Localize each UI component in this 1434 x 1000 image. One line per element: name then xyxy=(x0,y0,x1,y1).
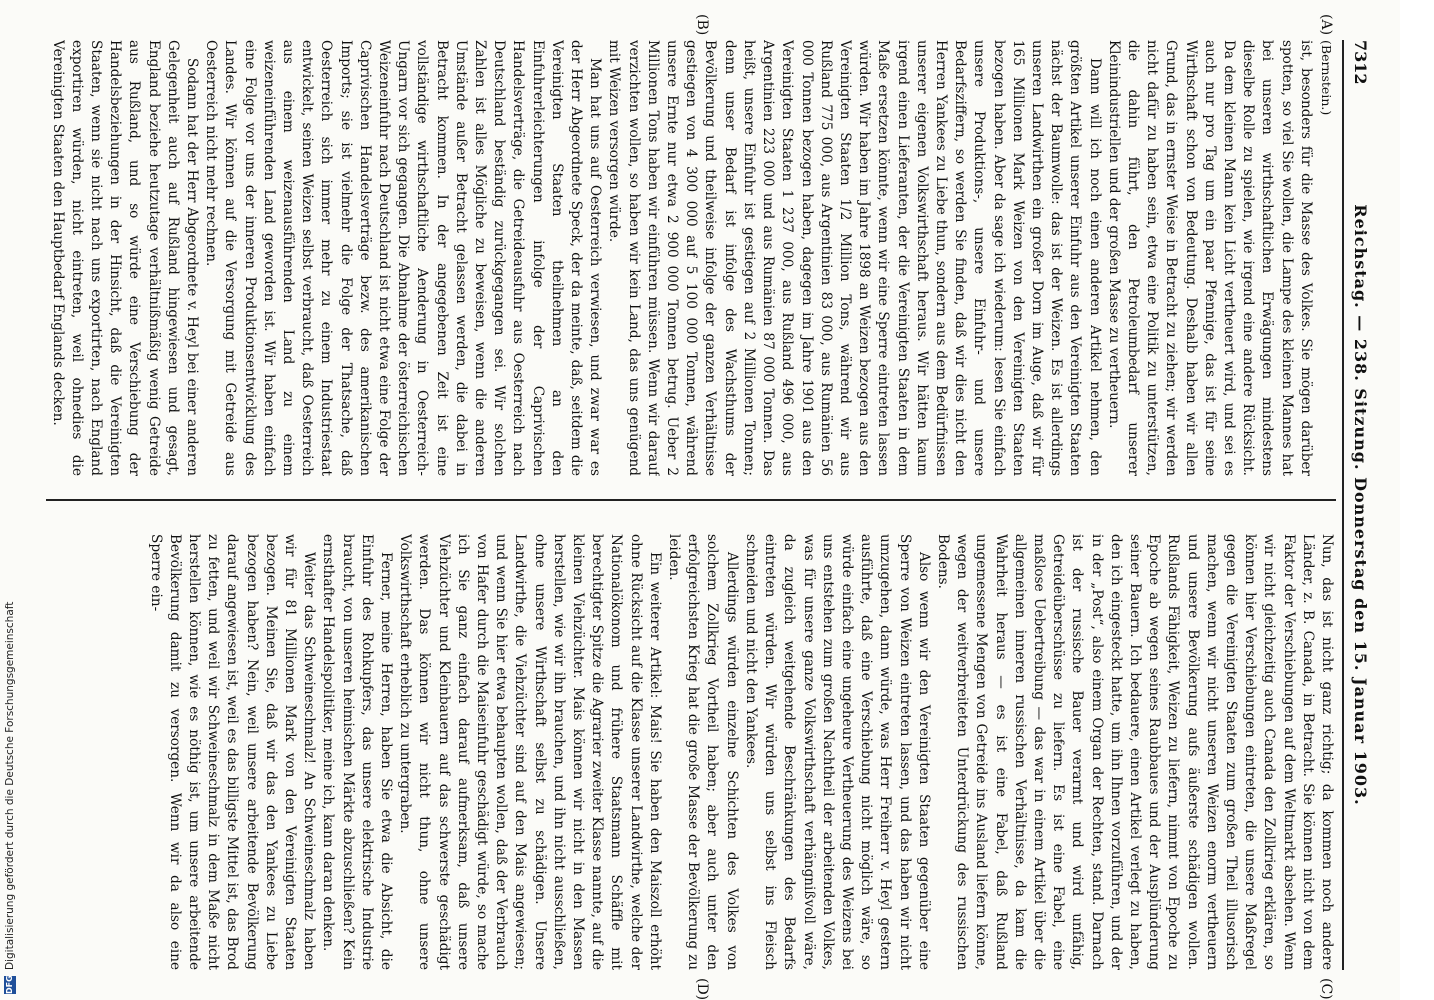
right-column xyxy=(46,534,1336,970)
paragraph: Man hat uns auf Oesterreich verwiesen, und zwar war es der Herr Abgeordnete Speck, der da meinte, daß, seitdem die Vereinigten Staaten theilnehmen an den Einfuhrerleichterungen infolge der Caprivischen Handelsverträge, die Getreideausfuhr aus Oesterreich nach Deutschland beständig zurückgegangen sei. Wir solchen Zahlen ist alles Mögliche zu beweisen, wenn die anderen Umstände außer Betracht gelassen werden, die dabei in Betracht kommen. In der angegebenen Zeit ist eine vollständige wirthschaftliche Aenderung in Oesterreich-Ungarn vor sich gegangen. Die Abnahme der österreichischen Weizeneinfuhr nach Deutschland ist nicht etwa eine Folge der Caprivischen Handelsverträge bezw. des amerikanischen Imports; sie ist vielmehr die Folge der Thatsache, daß Oesterreich sich immer mehr zu einem Industriestaat entwickelt, seinen Weizen selbst verbraucht, daß Oesterreich aus einem weizenausführenden Land zu einem weizeneinführenden Land geworden ist. Wir haben einfach eine Folge vor uns der inneren Produktionsentwicklung des Landes. Wir können auf die Versorgung mit Getreide aus Oesterreich nicht mehr rechnen. xyxy=(203,40,604,476)
page-header xyxy=(1346,40,1374,970)
paragraph: Allerdings würden einzelne Schichten des Volkes von solchem Zollkrieg Vortheil haben; aber auch unter den erfolgreichsten Krieg hat die große Masse der Bevölkerung zu leiden. xyxy=(666,534,740,970)
paragraph: ist, besonders für die Masse des Volkes. Sie mögen darüber spotten, so viel Sie wollen, die Lampe des kleinen Mannes hat bei unseren wirthschaftlichen Erwägungen mindestens dieselbe Rolle zu spielen, wie irgend eine andere Rücksicht. Da dem kleinen Mann kein Licht vertheuert wird, und sei es auch nur pro Tag um ein paar Pfennige, das ist für seine Wirthschaft schon von Bedeutung. Deshalb haben wir allen Grund, das in ernster Weise in Betracht zu ziehen; wir werden nicht dafür zu haben sein, etwa eine Politik zu unterstützen, die dahin führt, den Petroleumbedarf unserer Kleinindustriellen und der großen Masse zu vertheuern. xyxy=(1105,40,1314,476)
margin-marker-a: (A) xyxy=(1318,14,1334,36)
margin-marker-c: (C) xyxy=(1318,978,1334,1000)
paragraph: Ferner, meine Herren, haben Sie etwa die Absicht, die Einfuhr des Rohkupfers, das unsere elektrische Industrie braucht, von unseren heimischen Märkte abzuschließen? Kein ernsthafter Handelspolitiker, meine ich, kann daran denken. xyxy=(320,534,395,970)
paragraph: Also wenn wir den Vereinigten Staaten gegenüber eine Sperre von Weizen eintreten lassen, und das haben wir nicht umzugehen, dann würde, was Herr Freiherr v. Heyl gestern ausführte, daß eine Verschiebung nicht möglich wäre, so würde einfach eine ungeheure Vertheuerung des Weizens bei uns entstehen zum großen Nachtheil der arbeitenden Volkes, was für unsere ganze Volkswirthschaft verhängnißvoll wäre, da zugleich weitgehende Beschränkungen des Bedarfs eintreten würden. Wir würden uns selbst ins Fleisch schneiden und nicht den Yankees. xyxy=(742,534,932,970)
dfg-logo: DFG xyxy=(5,975,14,994)
page-title: Reichstag. — 238. Sitzung. Donnerstag den 15. Januar 1903. xyxy=(1351,204,1370,806)
left-column xyxy=(46,40,1336,476)
page-number: 7312 xyxy=(1351,40,1370,85)
paragraph: Sodann hat der Herr Abgeordnete v. Heyl bei einer anderen Gelegenheit auch auf Rußland hingewiesen und gesagt, England beziehe heutzutage verhältnißmäßig wenig Getreide aus Rußland, und so würde eine Verschiebung der Handelsbeziehungen in der Hinsicht, daß die Vereinigten Staaten, wenn sie nicht nach uns exportirten, nach England exportiren würden, nicht eintreten, weil ohnedies die Vereinigten Staaten den Hauptbedarf Englands decken. xyxy=(49,40,201,476)
digitization-credit xyxy=(0,0,20,1000)
paragraph: Nun, das ist nicht ganz richtig; da kommen noch andere Länder, z. B. Canada, in Betracht. Sie können nicht von dem Faktor der Verschiebungen auf dem Weltmarkt absehen. Wenn wir nicht gleichzeitig auch Canada den Zollkrieg erklären, so können hier Verschiebungen eintreten, die unsere Maßregel gegen die Vereinigten Staaten zum großen Theil illusorisch machen, wenn wir nicht unseren Weizen enorm vertheuern und unsere Bevölkerung aufs äußerste schädigen wollen. Rußlands Fähigkeit, Weizen zu liefern, nimmt von Epoche zu Epoche ab wegen seines Raubbaues und der Ausplünderung seiner Bauern. Ich bedauere, einen Artikel verlegt zu haben, den ich eingesteckt hatte, um ihn Ihnen vorzuführen, und der in der „Post“, also einem Organ der Rechten, stand. Darnach ist der russische Bauer verarmt und wird unfähig, Getreideüberschüsse zu liefern. Es ist eine Fabel, eine maßlose Uebertreibung — das war in einem Artikel über die allgemeinen inneren russischen Verhältnisse, da kam die Wahrheit heraus — es ist eine Fabel, daß Rußland ungemessene Mengen von Getreide ins Ausland liefern könne, wegen der weitverbreiteten Unterdrückung des russischen Bodens. xyxy=(934,534,1335,970)
margin-marker-b: (B) xyxy=(694,14,710,36)
speaker-label: (Bernstein.) xyxy=(1319,40,1334,116)
margin-marker-d: (D) xyxy=(694,978,710,1000)
column-divider xyxy=(46,499,1336,501)
paragraph: Weiter das Schweineschmalz! An Schweineschmalz haben wir für 81 Millionen Mark von den Vereinigten Staaten bezogen. Meinen Sie, daß wir das den Yankees zu Liebe bezogen haben? Nein, weil unsere arbeitende Bevölkerung darauf angewiesen ist, weil es das billigste Mittel ist, das Brod zu fetten, und weil wir Schweineschmalz in dem Maße nicht herstellen können, wie es nöthig ist, um unsere arbeitende Bevölkerung damit zu versorgen. Wenn wir da also eine Sperre ein- xyxy=(147,534,318,970)
credit-text: Digitalisierung gefördert durch die Deutsche Forschungsgemeinschaft xyxy=(4,601,16,970)
header-rule xyxy=(1342,40,1344,970)
paragraph: Dann will ich noch einen anderen Artikel nehmen, den größten Artikel unserer Einfuhr aus den Vereinigten Staaten nächst der Baumwolle: das ist der Weizen. Es ist allerdings unseren Landwirthen ein großer Dorn im Auge, daß wir für 165 Millionen Mark Weizen von den Vereinigten Staaten bezogen haben. Aber da sage ich wiederum: lesen Sie einfach unsere Produktions-, unsere Einfuhr- und unsere Bedarfsziffern, so werden Sie finden, daß wir dies nicht den Herren Yankees zu Liebe thun, sondern aus dem Bedürfnissen unserer eigenen Volkswirthschaft heraus. Wir hätten kaum irgend einen Lieferanten, der die Vereinigten Staaten in dem Maße ersetzen könnte, wenn wir eine Sperre eintreten lassen würden. Wir haben im Jahre 1898 an Weizen bezogen aus den Vereinigten Staaten 1/2 Million Tons, während wir aus Rußland 775 000, aus Argentinien 83 000, aus Rumänien 56 000 Tonnen bezogen haben, dagegen im Jahre 1901 aus den Vereinigten Staaten 1 237 000, aus Rußland 496 000, aus Argentinien 223 000 und aus Rumänien 87 000 Tonnen. Das heißt, unsere Einfuhr ist gestiegen auf 2 Millionen Tonnen; denn unser Bedarf ist infolge des Wachsthums der Bevölkerung und theilweise infolge der ganzen Verhältnisse gestiegen von 4 300 000 auf 5 100 000 Tonnen, während unsere Ernte nur etwa 2 900 000 Tonnen betrug. Ueber 2 Millionen Tons haben wir einführen müssen. Wenn wir darauf verzichten wollen, so haben wir kein Land, das uns genügend mit Weizen versorgen würde. xyxy=(606,40,1103,476)
paragraph: Ein weiterer Artikel: Mais! Sie haben den Maiszoll erhöht ohne Rücksicht auf die Klasse unserer Landwirthe, welche der Nationalökonom und frühere Staatsmann Schäffle mit berechtigter Spitze die Agrarier zweiter Klasse nannte, auf die kleinen Viehzüchter. Mais können wir nicht in den Massen herstellen, wie wir ihn brauchen, und ihn nicht ausschließen, ohne unsere Wirthschaft selbst zu schädigen. Unsere Landwirthe, die Viehzüchter sind auf den Mais angewiesen; und wenn Sie hier etwa behaupten wollen, daß der Verbrauch von Hafer durch die Maiseinfuhr geschädigt würde, so mache ich Sie ganz einfach darauf aufmerksam, daß unsere Viehzüchter und Kleinbauern auf das schwerste geschädigt werden. Das können wir nicht thun, ohne unsere Volkswirthschaft erheblich zu untergraben. xyxy=(397,534,663,970)
